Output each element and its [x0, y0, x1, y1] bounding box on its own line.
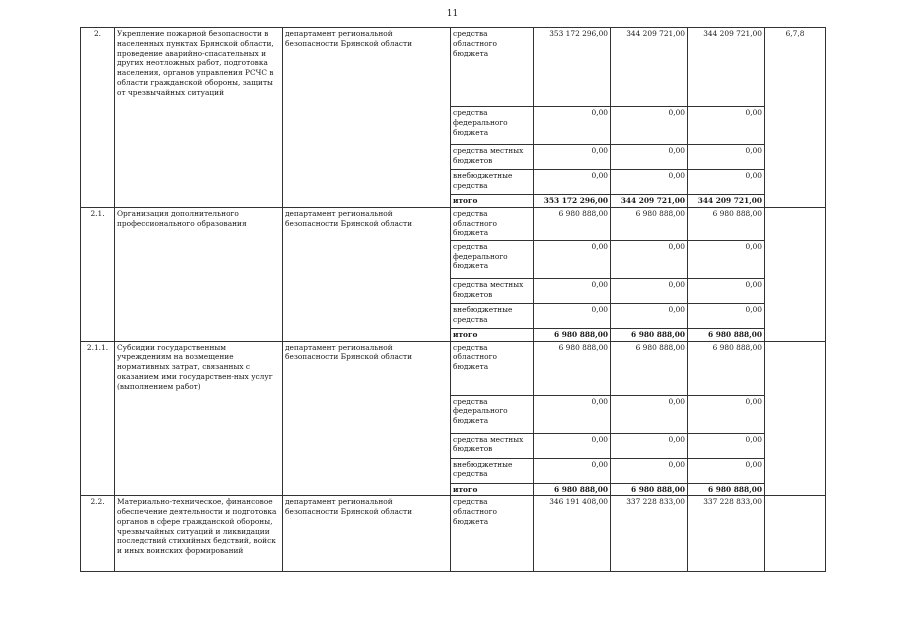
amount-year-1: 0,00	[534, 145, 611, 170]
funding-source-label: средства местных бюджетов	[451, 145, 534, 170]
amount-year-2: 0,00	[611, 303, 688, 328]
indicator-codes	[765, 496, 826, 572]
row-number: 2.	[81, 28, 115, 208]
funding-source-label: средства областного бюджета	[451, 28, 534, 107]
amount-year-1: 6 980 888,00	[534, 483, 611, 496]
amount-year-1: 0,00	[534, 458, 611, 483]
amount-year-3: 0,00	[688, 240, 765, 278]
amount-year-3: 0,00	[688, 458, 765, 483]
funding-source-label: средства местных бюджетов	[451, 433, 534, 458]
funding-source-label: средства федерального бюджета	[451, 395, 534, 433]
funding-source-label: итого	[451, 483, 534, 496]
table-row	[81, 207, 826, 240]
amount-year-2: 0,00	[611, 433, 688, 458]
amount-year-3: 0,00	[688, 107, 765, 145]
funding-source-label: средства федерального бюджета	[451, 240, 534, 278]
amount-year-3: 0,00	[688, 145, 765, 170]
amount-year-3: 0,00	[688, 433, 765, 458]
amount-year-2: 0,00	[611, 107, 688, 145]
page-number: 11	[446, 9, 459, 19]
amount-year-2: 6 980 888,00	[611, 207, 688, 240]
amount-year-3: 0,00	[688, 278, 765, 303]
amount-year-3: 6 980 888,00	[688, 341, 765, 395]
funding-source-label: внебюджетные средства	[451, 458, 534, 483]
funding-source-label: средства федерального бюджета	[451, 107, 534, 145]
funding-source-label: итого	[451, 328, 534, 341]
amount-year-2: 0,00	[611, 395, 688, 433]
amount-year-1: 0,00	[534, 240, 611, 278]
amount-year-2: 0,00	[611, 170, 688, 195]
amount-year-3: 344 209 721,00	[688, 195, 765, 208]
amount-year-2: 344 209 721,00	[611, 28, 688, 107]
funding-source-label: итого	[451, 195, 534, 208]
amount-year-1: 0,00	[534, 170, 611, 195]
indicator-codes: 6,7,8	[765, 28, 826, 208]
amount-year-1: 353 172 296,00	[534, 195, 611, 208]
amount-year-3: 0,00	[688, 303, 765, 328]
indicator-codes	[765, 207, 826, 341]
funding-source-label: средства местных бюджетов	[451, 278, 534, 303]
amount-year-2: 0,00	[611, 278, 688, 303]
amount-year-1: 346 191 408,00	[534, 496, 611, 572]
amount-year-3: 0,00	[688, 395, 765, 433]
amount-year-2: 0,00	[611, 240, 688, 278]
indicator-codes	[765, 341, 826, 496]
measure-name: Субсидии государственным учреждениям на возмещение нормативных затрат, связанных с оказанием ими государствен-ных услуг (выполнением работ)	[115, 341, 283, 496]
amount-year-1: 6 980 888,00	[534, 341, 611, 395]
amount-year-1: 6 980 888,00	[534, 328, 611, 341]
executor: департамент региональной безопасности Брянской области	[283, 207, 451, 341]
amount-year-1: 0,00	[534, 433, 611, 458]
amount-year-1: 0,00	[534, 278, 611, 303]
amount-year-1: 0,00	[534, 107, 611, 145]
amount-year-2: 6 980 888,00	[611, 483, 688, 496]
amount-year-3: 6 980 888,00	[688, 328, 765, 341]
funding-source-label: внебюджетные средства	[451, 170, 534, 195]
table-row	[81, 341, 826, 395]
amount-year-2: 6 980 888,00	[611, 328, 688, 341]
amount-year-2: 6 980 888,00	[611, 341, 688, 395]
funding-source-label: средства областного бюджета	[451, 207, 534, 240]
measure-name: Укрепление пожарной безопасности в населенных пунктах Брянской области, проведение аварийно-спасательных и других неотложных работ, подготовка населения, органов управления РСЧС в области гражданской обороны, защиты от чрезвычайных ситуаций	[115, 28, 283, 208]
table-row	[81, 496, 826, 572]
funding-source-label: внебюджетные средства	[451, 303, 534, 328]
amount-year-3: 6 980 888,00	[688, 483, 765, 496]
funding-source-label: средства областного бюджета	[451, 341, 534, 395]
amount-year-1: 0,00	[534, 303, 611, 328]
amount-year-2: 0,00	[611, 458, 688, 483]
executor: департамент региональной безопасности Брянской области	[283, 341, 451, 496]
amount-year-3: 344 209 721,00	[688, 28, 765, 107]
executor: департамент региональной безопасности Брянской области	[283, 496, 451, 572]
amount-year-2: 337 228 833,00	[611, 496, 688, 572]
amount-year-3: 6 980 888,00	[688, 207, 765, 240]
measure-name: Материально-техническое, финансовое обеспечение деятельности и подготовка органов в сфере гражданской обороны, чрезвычайных ситуаций и ликвидации последствий стихийных бедствий, войск и иных воинских формирований	[115, 496, 283, 572]
row-number: 2.1.	[81, 207, 115, 341]
funding-source-label: средства областного бюджета	[451, 496, 534, 572]
amount-year-2: 344 209 721,00	[611, 195, 688, 208]
amount-year-3: 337 228 833,00	[688, 496, 765, 572]
amount-year-2: 0,00	[611, 145, 688, 170]
amount-year-3: 0,00	[688, 170, 765, 195]
executor: департамент региональной безопасности Брянской области	[283, 28, 451, 208]
budget-table	[80, 27, 826, 572]
amount-year-1: 6 980 888,00	[534, 207, 611, 240]
row-number: 2.2.	[81, 496, 115, 572]
amount-year-1: 353 172 296,00	[534, 28, 611, 107]
table-row	[81, 28, 826, 107]
measure-name: Организация дополнительного профессионального образования	[115, 207, 283, 341]
amount-year-1: 0,00	[534, 395, 611, 433]
row-number: 2.1.1.	[81, 341, 115, 496]
